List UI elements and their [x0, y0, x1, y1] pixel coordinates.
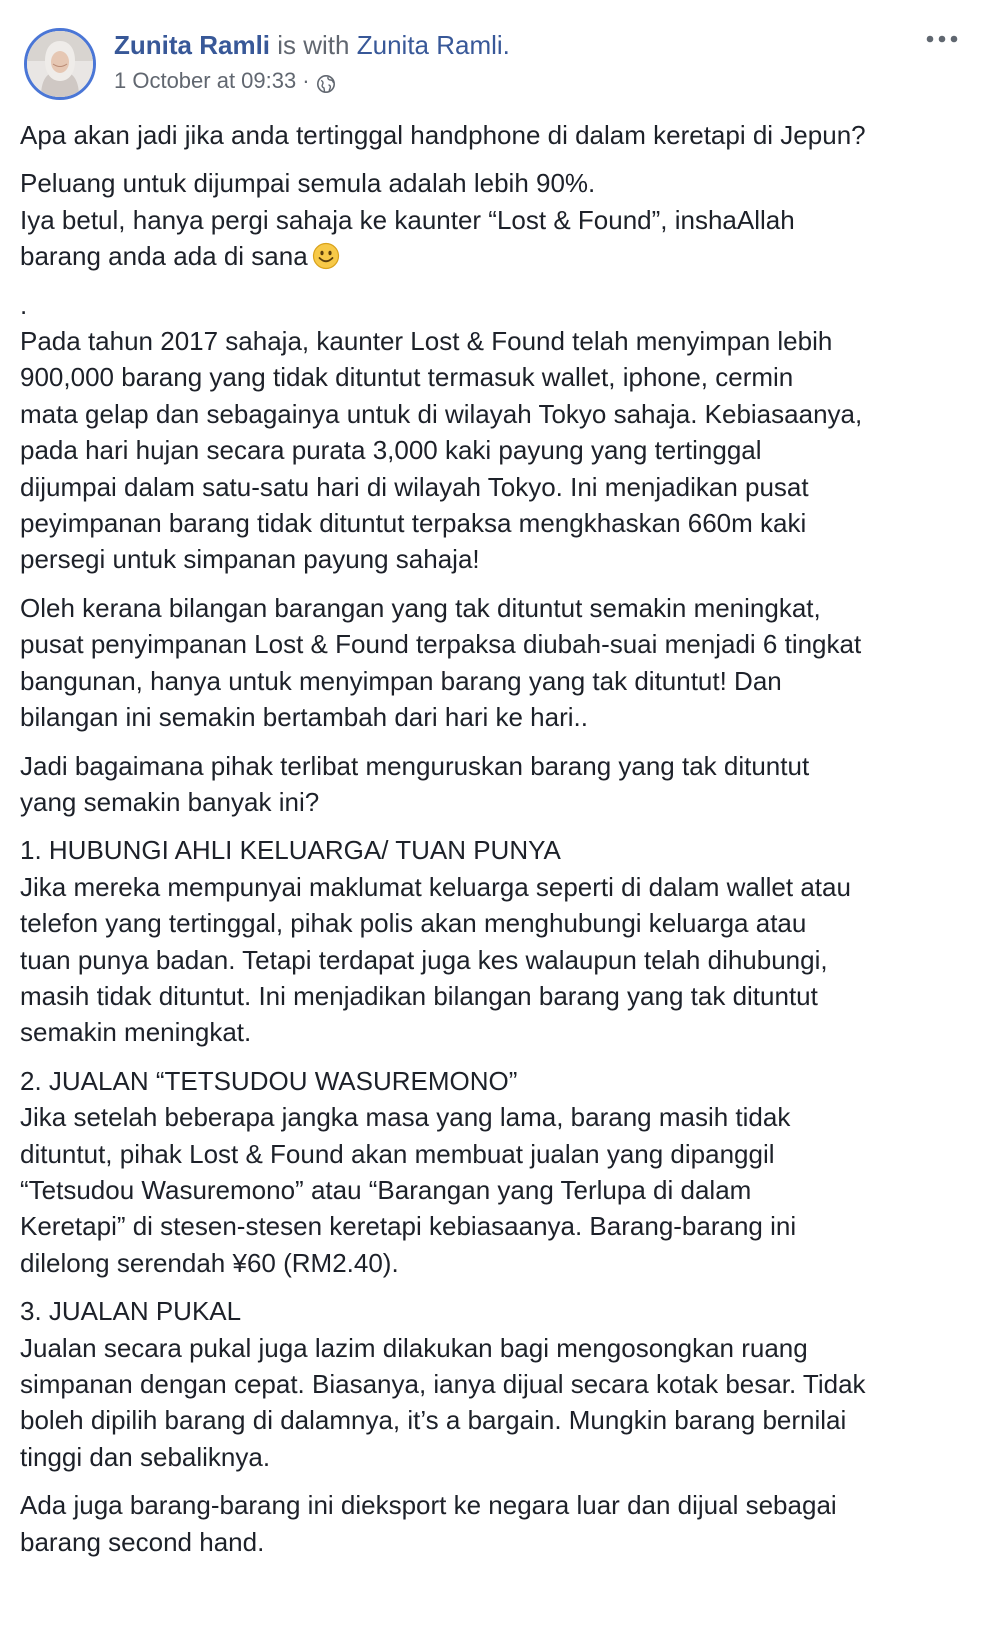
text-line: 900,000 barang yang tidak dituntut termasuk wallet, iphone, cermin [20, 362, 794, 393]
section-heading: 3. JUALAN PUKAL [20, 1296, 242, 1327]
text-line: . [20, 289, 28, 320]
more-options-button[interactable] [922, 24, 962, 54]
text-line: simpanan dengan cepat. Biasanya, ianya dijual secara kotak besar. Tidak [20, 1369, 866, 1399]
paragraph-3 [20, 287, 960, 578]
paragraph-5 [20, 748, 960, 821]
text-line: bangunan, hanya untuk menyimpan barang yang tak dituntut! Dan [20, 665, 782, 696]
post-header [22, 24, 962, 104]
meta-separator: · [302, 68, 310, 93]
text-line: dilelong serendah ¥60 (RM2.40). [20, 1247, 399, 1278]
tagged-user-link[interactable]: Zunita Ramli. [356, 30, 510, 60]
smiley-emoji-icon [312, 242, 340, 270]
text-line: pusat penyimpanan Lost & Found terpaksa diubah-suai menjadi 6 tingkat [20, 629, 862, 660]
paragraph-6 [20, 832, 960, 1050]
text-line: Jualan secara pukal juga lazim dilakukan bagi mengosongkan ruang [20, 1332, 808, 1363]
paragraph-4 [20, 590, 960, 736]
text-line: bilangan ini semakin bertambah dari hari ke hari.. [20, 702, 588, 733]
avatar[interactable] [24, 28, 96, 100]
text-line: barang second hand. [20, 1526, 265, 1557]
avatar-photo-icon [27, 31, 93, 97]
text-line: Jika setelah beberapa jangka masa yang lama, barang masih tidak [20, 1102, 791, 1133]
text-line: pada hari hujan secara purata 3,000 kaki payung yang tertinggal [20, 435, 762, 466]
text-line: telefon yang tertinggal, pihak polis akan menghubungi keluarga atau [20, 908, 807, 939]
text-line: peyimpanan barang tidak dituntut terpaksa mengkhaskan 660m kaki [20, 508, 807, 539]
text-line: mata gelap dan sebagainya untuk di wilayah Tokyo sahaja. Kebiasaanya, [20, 398, 863, 429]
text-line: boleh dipilih barang di dalamnya, it’s a bargain. Mungkin barang bernilai [20, 1405, 847, 1436]
paragraph-1 [20, 117, 960, 153]
text-line: Oleh kerana bilangan barangan yang tak dituntut semakin meningkat, [20, 592, 821, 623]
paragraph-8 [20, 1293, 960, 1475]
post-meta [114, 66, 336, 96]
text-line: Apa akan jadi jika anda tertinggal handphone di dalam keretapi di Jepun? [20, 120, 866, 150]
section-heading: 2. JUALAN “TETSUDOU WASUREMONO” [20, 1065, 518, 1096]
more-options-icon [926, 35, 958, 43]
text-line: “Tetsudou Wasuremono” atau “Barangan yang Terlupa di dalam [20, 1174, 752, 1205]
text-line-content: barang anda ada di sana [20, 241, 308, 272]
text-line: masih tidak dituntut. Ini menjadikan bilangan barang yang tak dituntut [20, 980, 818, 1011]
text-line: Ada juga barang-barang ini dieksport ke negara luar dan dijual sebagai [20, 1490, 837, 1521]
paragraph-7 [20, 1063, 960, 1281]
text-line: Jadi bagaimana pihak terlibat menguruskan barang yang tak dituntut [20, 750, 810, 781]
text-line: dituntut, pihak Lost & Found akan membuat jualan yang dipanggil [20, 1138, 775, 1169]
author-line [114, 28, 510, 62]
text-line: dijumpai dalam satu-satu hari di wilayah Tokyo. Ini menjadikan pusat [20, 471, 809, 502]
text-line [20, 238, 960, 274]
text-line: tinggi dan sebaliknya. [20, 1441, 271, 1472]
post-text [20, 117, 960, 1572]
text-line: Iya betul, hanya pergi sahaja ke kaunter “Lost & Found”, inshaAllah [20, 204, 795, 235]
text-line: Jika mereka mempunyai maklumat keluarga seperti di dalam wallet atau [20, 871, 851, 902]
section-heading: 1. HUBUNGI AHLI KELUARGA/ TUAN PUNYA [20, 835, 561, 866]
text-line: Keretapi” di stesen-stesen keretapi kebiasaanya. Barang-barang ini [20, 1211, 797, 1242]
author-name-link[interactable]: Zunita Ramli [114, 30, 271, 60]
paragraph-9 [20, 1487, 960, 1560]
text-line: tuan punya badan. Tetapi terdapat juga kes walaupun telah dihubungi, [20, 944, 828, 975]
text-line: Peluang untuk dijumpai semula adalah lebih 90%. [20, 168, 596, 199]
with-text: is with [277, 30, 350, 60]
text-line: yang semakin banyak ini? [20, 786, 320, 817]
post-timestamp[interactable]: 1 October at 09:33 [114, 68, 297, 93]
text-line: semakin meningkat. [20, 1017, 252, 1048]
globe-icon[interactable] [316, 72, 336, 92]
text-line: Pada tahun 2017 sahaja, kaunter Lost & Found telah menyimpan lebih [20, 326, 833, 357]
text-line: persegi untuk simpanan payung sahaja! [20, 544, 480, 575]
paragraph-2 [20, 165, 960, 274]
